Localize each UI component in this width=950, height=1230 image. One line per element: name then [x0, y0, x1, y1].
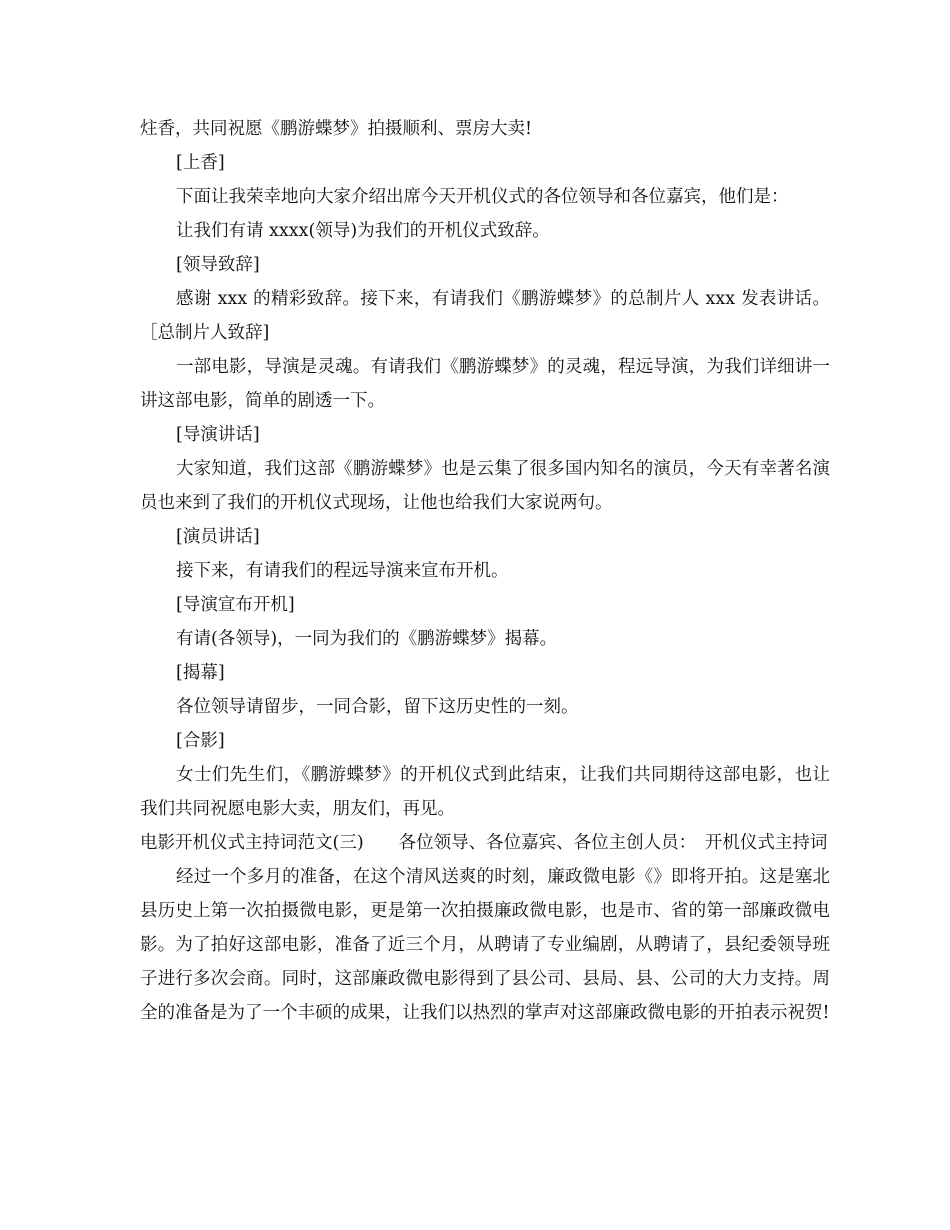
- paragraph: 有请(各领导)，一同为我们的《鹏游蝶梦》揭幕。: [176, 629, 558, 649]
- paragraph: 经过一个多月的准备，在这个清风送爽的时刻，廉政微电影《》即将开拍。这是塞北县历史上第一次拍摄微电影，更是第一次拍摄廉政微电影，也是市、省的第一部廉政微电影。为了拍好这部电影，准备了近三个月，从聘请了专业编剧，从聘请了，县纪委领导班子进行多次会商。同时，这部廉政微电影得到了县公司、县局、县、公司的大力支持。周全的准备是为了一个丰硕的成果，让我们以热烈的掌声对这部廉政微电影的开拍表示祝贺!: [140, 867, 830, 1023]
- paragraph: 炷香，共同祝愿《鹏游蝶梦》拍摄顺利、票房大卖!: [140, 119, 533, 139]
- paragraph: 一部电影，导演是灵魂。有请我们《鹏游蝶梦》的灵魂，程远导演，为我们详细讲一讲这部电影，简单的剧透一下。: [140, 357, 830, 411]
- paragraph: 大家知道，我们这部《鹏游蝶梦》也是云集了很多国内知名的演员，今天有幸著名演员也来到了我们的开机仪式现场，让他也给我们大家说两句。: [140, 459, 830, 513]
- paragraph: 让我们有请 xxxx(领导)为我们的开机仪式致辞。: [176, 221, 550, 241]
- document-body: [140, 112, 830, 1030]
- stage-direction: [上香]: [176, 153, 225, 173]
- paragraph: 下面让我荣幸地向大家介绍出席今天开机仪式的各位领导和各位嘉宾，他们是：: [176, 187, 789, 207]
- stage-direction: [导演讲话]: [176, 425, 260, 445]
- paragraph: 接下来，有请我们的程远导演来宣布开机。: [176, 561, 509, 581]
- stage-direction: [导演宣布开机]: [176, 595, 295, 615]
- section-heading: 电影开机仪式主持词范文(三) 各位领导、各位嘉宾、各位主创人员： 开机仪式主持词: [140, 833, 828, 853]
- stage-direction: [合影]: [176, 731, 225, 751]
- stage-direction: [揭幕]: [176, 663, 225, 683]
- paragraph: 各位领导请留步，一同合影，留下这历史性的一刻。: [176, 697, 579, 717]
- paragraph: 女士们先生们，《鹏游蝶梦》的开机仪式到此结束，让我们共同期待这部电影，也让我们共同祝愿电影大卖，朋友们，再见。: [140, 765, 830, 819]
- stage-direction: [领导致辞]: [176, 255, 260, 275]
- stage-direction: [演员讲话]: [176, 527, 260, 547]
- paragraph: 感谢 xxx 的精彩致辞。接下来，有请我们《鹏游蝶梦》的总制片人 xxx 发表讲话。［总制片人致辞]: [140, 289, 830, 343]
